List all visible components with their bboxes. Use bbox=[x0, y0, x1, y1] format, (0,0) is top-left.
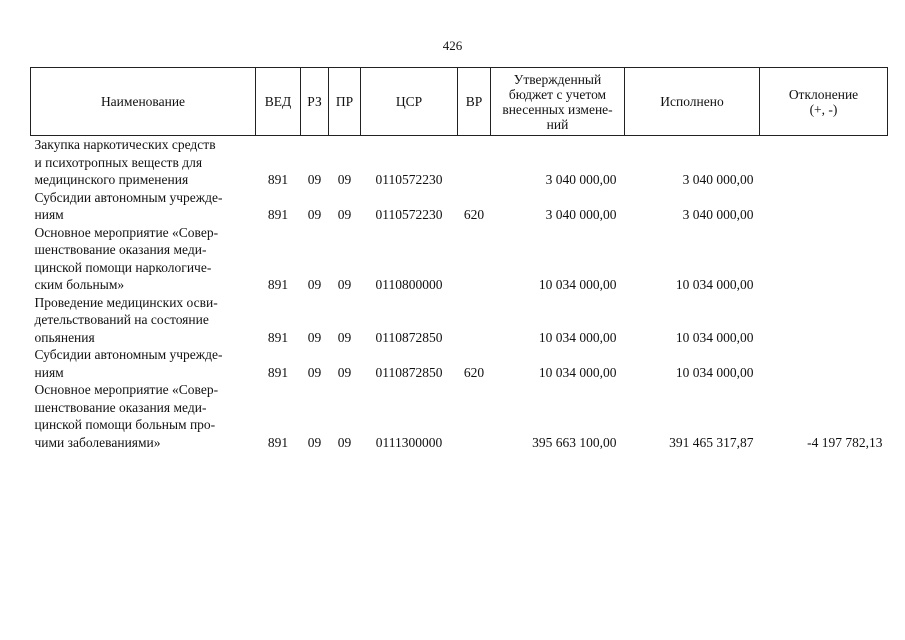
row-vr bbox=[458, 381, 491, 451]
table-row bbox=[31, 224, 888, 294]
row-executed: 10 034 000,00 bbox=[675, 277, 754, 292]
row-csr: 0110572230 bbox=[375, 172, 443, 187]
row-vr bbox=[458, 224, 491, 294]
header-vr: ВР bbox=[458, 68, 491, 136]
row-rz: 09 bbox=[307, 329, 322, 345]
row-vr bbox=[458, 294, 491, 347]
row-deviation bbox=[760, 224, 888, 294]
row-pr: 09 bbox=[337, 172, 352, 187]
row-name: Основное мероприятие «Совер- шенствование оказания меди- цинской помощи больным про- чими заболеваниями» bbox=[34, 382, 219, 450]
table-row bbox=[31, 346, 888, 381]
page-number: 426 bbox=[442, 38, 463, 53]
row-executed: 3 040 000,00 bbox=[682, 172, 754, 187]
row-csr: 0110800000 bbox=[375, 277, 443, 292]
row-ved: 891 bbox=[267, 434, 289, 450]
header-name: Наименование bbox=[31, 68, 256, 136]
row-name: Закупка наркотических средств и психотропных веществ для медицинского применения bbox=[34, 137, 216, 187]
header-rz: РЗ bbox=[301, 68, 329, 136]
row-pr: 09 bbox=[337, 329, 352, 345]
row-budget: 395 663 100,00 bbox=[532, 434, 617, 450]
row-deviation bbox=[760, 136, 888, 189]
header-executed: Исполнено bbox=[625, 68, 760, 136]
row-deviation bbox=[760, 294, 888, 347]
table-row bbox=[31, 189, 888, 224]
header-pr: ПР bbox=[329, 68, 361, 136]
row-deviation bbox=[760, 189, 888, 224]
row-ved: 891 bbox=[267, 207, 289, 222]
row-vr: 620 bbox=[463, 364, 485, 380]
row-rz: 09 bbox=[307, 277, 322, 292]
row-pr: 09 bbox=[337, 434, 352, 450]
header-csr: ЦСР bbox=[361, 68, 458, 136]
row-name: Проведение медицинских осви- детельствований на состояние опьянения bbox=[34, 294, 218, 345]
row-pr: 09 bbox=[337, 364, 352, 380]
row-csr: 0110872850 bbox=[375, 364, 443, 380]
row-ved: 891 bbox=[267, 364, 289, 380]
row-pr: 09 bbox=[337, 207, 352, 222]
table-header-row bbox=[31, 68, 888, 136]
row-budget: 3 040 000,00 bbox=[545, 172, 617, 187]
row-csr: 0111300000 bbox=[375, 434, 443, 450]
row-deviation bbox=[760, 346, 888, 381]
row-budget: 10 034 000,00 bbox=[538, 364, 617, 380]
row-ved: 891 bbox=[267, 329, 289, 345]
header-deviation: Отклонение (+, -) bbox=[760, 68, 888, 136]
table-row bbox=[31, 381, 888, 451]
row-executed: 10 034 000,00 bbox=[675, 329, 754, 345]
row-rz: 09 bbox=[307, 434, 322, 450]
row-vr bbox=[458, 136, 491, 189]
row-vr: 620 bbox=[463, 207, 485, 222]
row-pr: 09 bbox=[337, 277, 352, 292]
row-executed: 391 465 317,87 bbox=[669, 434, 754, 450]
budget-execution-table bbox=[30, 67, 888, 451]
header-ved: ВЕД bbox=[256, 68, 301, 136]
row-rz: 09 bbox=[307, 172, 322, 187]
row-executed: 3 040 000,00 bbox=[682, 207, 754, 222]
row-name: Основное мероприятие «Совер- шенствование оказания меди- цинской помощи наркологиче- ским больным» bbox=[34, 224, 219, 292]
row-csr: 0110872850 bbox=[375, 329, 443, 345]
row-budget: 10 034 000,00 bbox=[538, 277, 617, 292]
row-executed: 10 034 000,00 bbox=[675, 364, 754, 380]
row-rz: 09 bbox=[307, 207, 322, 222]
row-budget: 10 034 000,00 bbox=[538, 329, 617, 345]
row-name: Субсидии автономным учрежде- ниям bbox=[34, 189, 223, 222]
row-name: Субсидии автономным учрежде- ниям bbox=[34, 347, 223, 380]
table-row bbox=[31, 294, 888, 347]
row-deviation: -4 197 782,13 bbox=[807, 434, 883, 450]
row-ved: 891 bbox=[267, 172, 289, 187]
header-budget: Утвержденный бюджет с учетом внесенных измене- ний bbox=[491, 68, 625, 136]
row-rz: 09 bbox=[307, 364, 322, 380]
row-ved: 891 bbox=[267, 277, 289, 292]
row-budget: 3 040 000,00 bbox=[545, 207, 617, 222]
row-csr: 0110572230 bbox=[375, 207, 443, 222]
table-row bbox=[31, 136, 888, 189]
